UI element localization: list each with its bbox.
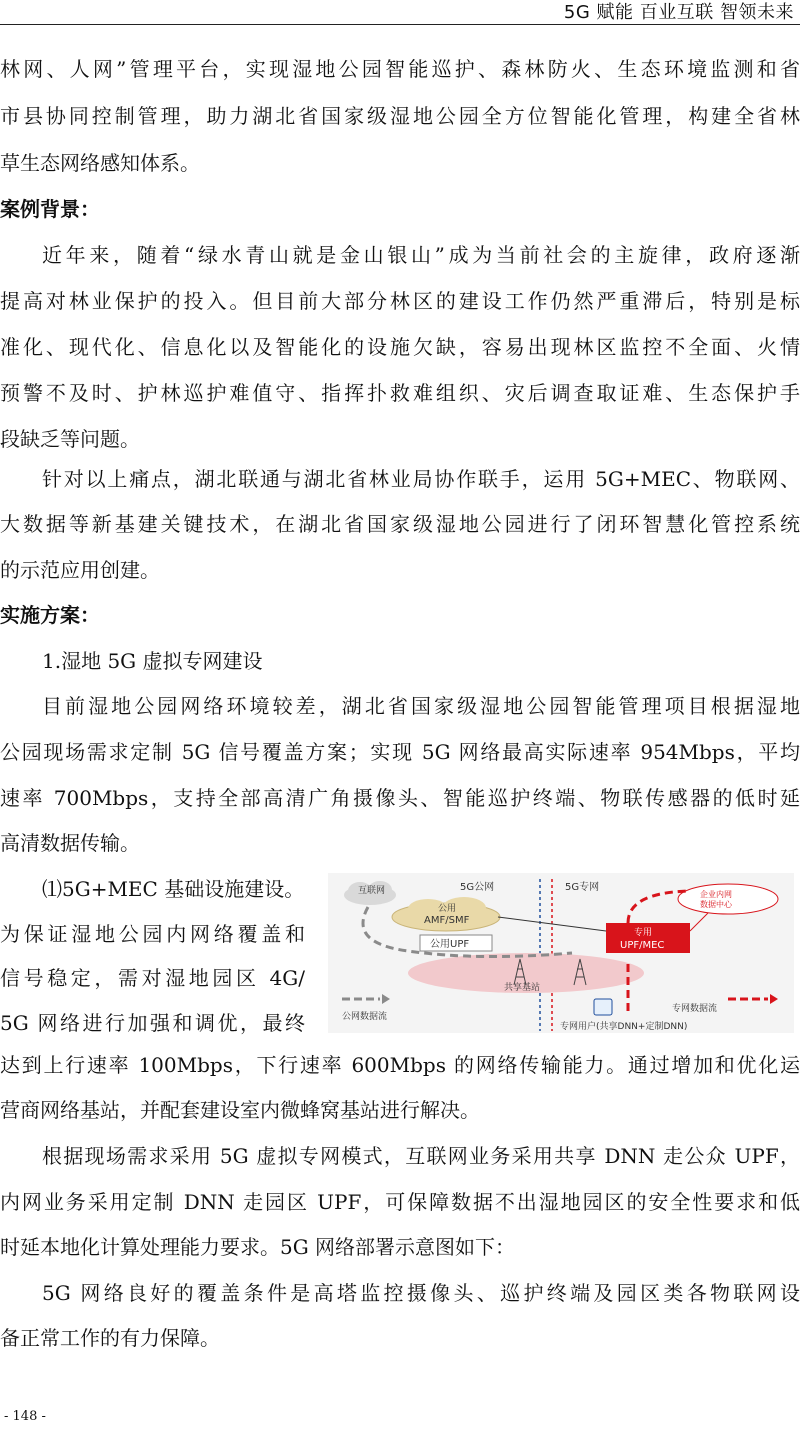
- amf-smf-label-1: 公用: [438, 904, 457, 914]
- intro-line-2: 市县协同控制管理，助力湖北省国家级湿地公园全方位智能化管理，构建全省林: [0, 104, 800, 128]
- item-1-title: 1.湿地 5G 虚拟专网建设: [42, 649, 263, 673]
- background-p1-line-3: 准化、现代化、信息化以及智能化的设施欠缺，容易出现林区监控不全面、火情: [0, 335, 800, 359]
- enterprise-cloud-icon: [678, 884, 778, 914]
- side-line-1: ⑴5G+MEC 基础设施建设。: [42, 877, 305, 901]
- plan-p2-line-2: 营商网络基站，并配套建设室内微蜂窝基站进行解决。: [0, 1098, 480, 1122]
- intro-line-1: 林网、人网”管理平台，实现湿地公园智能巡护、森林防火、生态环境监测和省: [0, 57, 800, 81]
- background-p1-line-1: 近年来，随着“绿水青山就是金山银山”成为当前社会的主旋律，政府逐渐: [42, 243, 800, 267]
- plan-p1-line-3: 速率 700Mbps，支持全部高清广角摄像头、智能巡护终端、物联传感器的低时延: [0, 786, 800, 810]
- side-line-3: 信号稳定，需对湿地园区 4G/: [0, 966, 305, 990]
- header-title: 5G 赋能 百业互联 智领未来: [558, 0, 794, 24]
- background-p1-line-4: 预警不及时、护林巡护难值守、指挥扑救难组织、灾后调查取证难、生态保护手: [0, 381, 800, 405]
- network-diagram: [328, 873, 794, 1033]
- plan-heading: 实施方案：: [0, 603, 100, 627]
- public-upf-label: 公用UPF: [430, 939, 470, 950]
- background-p2-line-2: 大数据等新基建关键技术，在湖北省国家级湿地公园进行了闭环智慧化管控系统: [0, 512, 800, 536]
- plan-p1-line-4: 高清数据传输。: [0, 831, 140, 855]
- shared-bs-label: 共享基站: [504, 983, 541, 993]
- side-line-2: 为保证湿地公园内网络覆盖和: [0, 922, 305, 946]
- enterprise-net-label: 企业内网: [700, 890, 732, 899]
- internet-label: 互联网: [358, 886, 386, 896]
- public-flow-label: 公网数据流: [342, 1012, 388, 1022]
- amf-smf-label-2: AMF/SMF: [424, 915, 470, 926]
- plan-p3-line-3: 时延本地化计算处理能力要求。5G 网络部署示意图如下：: [0, 1235, 516, 1259]
- page-number: - 148 -: [4, 1409, 46, 1424]
- plan-p3-line-2: 内网业务采用定制 DNN 走园区 UPF，可保障数据不出湿地园区的安全性要求和低: [0, 1190, 800, 1214]
- plan-p4-line-2: 备正常工作的有力保障。: [0, 1326, 220, 1350]
- intro-line-3: 草生态网络感知体系。: [0, 151, 200, 175]
- background-p1-line-5: 段缺乏等问题。: [0, 427, 140, 451]
- public-5g-label: 5G公网: [460, 882, 495, 893]
- header-rule: [0, 24, 800, 25]
- page-header: [0, 0, 800, 26]
- background-p1-line-2: 提高对林业保护的投入。但目前大部分林区的建设工作仍然严重滞后，特别是标: [0, 289, 800, 313]
- plan-p4-line-1: 5G 网络良好的覆盖条件是高塔监控摄像头、巡护终端及园区类各物联网设: [42, 1281, 800, 1305]
- enterprise-dc-label: 数据中心: [700, 900, 732, 909]
- private-5g-label: 5G专网: [565, 882, 600, 893]
- background-heading: 案例背景：: [0, 197, 100, 221]
- user-device-icon: [594, 999, 612, 1015]
- background-p2-line-3: 的示范应用创建。: [0, 558, 160, 582]
- side-line-4: 5G 网络进行加强和调优，最终: [0, 1011, 305, 1035]
- private-upf-label-1: 专用: [634, 928, 653, 938]
- background-p2-line-1: 针对以上痛点，湖北联通与湖北省林业局协作联手，运用 5G+MEC、物联网、: [42, 467, 800, 491]
- plan-p2-line-1: 达到上行速率 100Mbps，下行速率 600Mbps 的网络传输能力。通过增加和优化运: [0, 1053, 800, 1077]
- plan-p1-line-2: 公园现场需求定制 5G 信号覆盖方案；实现 5G 网络最高实际速率 954Mbps，平均: [0, 740, 800, 764]
- plan-p3-line-1: 根据现场需求采用 5G 虚拟专网模式，互联网业务采用共享 DNN 走公众 UPF，: [42, 1144, 800, 1168]
- private-flow-label: 专网数据流: [672, 1004, 718, 1014]
- plan-p1-line-1: 目前湿地公园网络环境较差，湖北省国家级湿地公园智能管理项目根据湿地: [42, 694, 800, 718]
- private-user-label: 专网用户(共享DNN+定制DNN): [560, 1022, 688, 1032]
- private-upf-label-2: UPF/MEC: [620, 940, 665, 951]
